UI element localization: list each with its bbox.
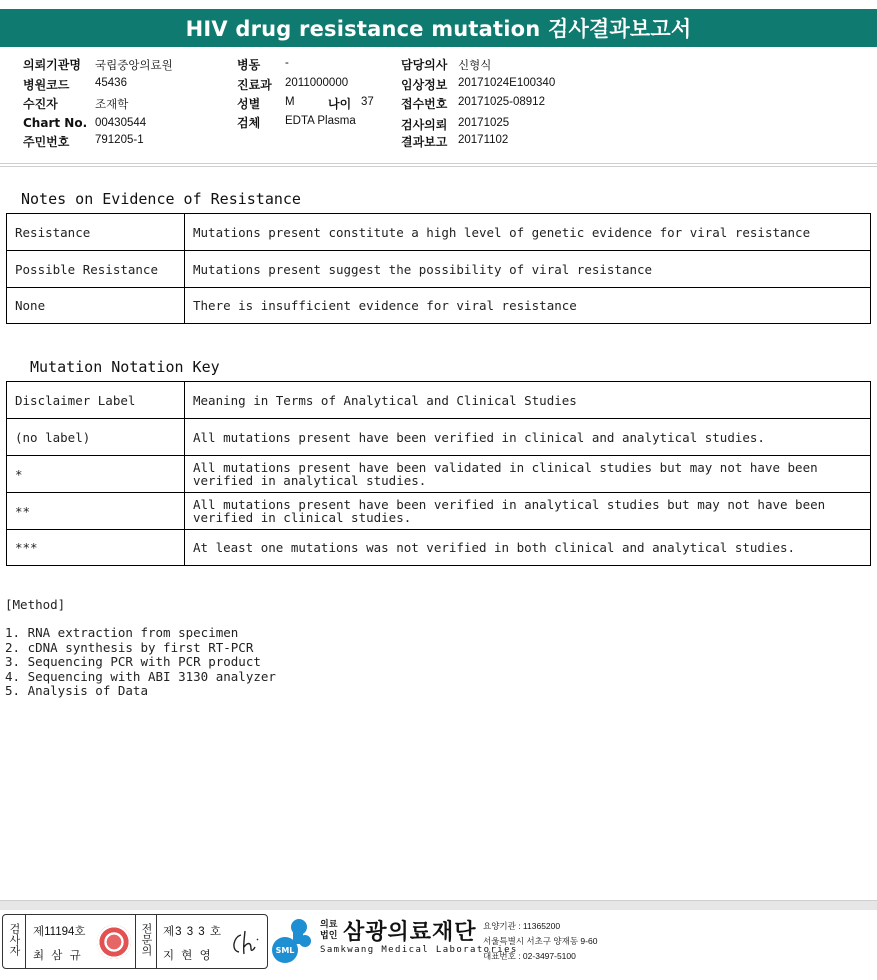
- dept-value: 2011000000: [285, 77, 349, 89]
- table-row: [7, 419, 871, 456]
- evidence-desc-cell: Mutations present suggest the possibility of viral resistance: [185, 251, 871, 288]
- org-english-name: Samkwang Medical Laboratories: [320, 945, 518, 955]
- method-list: [5, 626, 276, 699]
- org-phone: 대표번호 : 02-3497-5100: [483, 951, 576, 961]
- notation-label-cell: **: [7, 493, 185, 530]
- id-label: 주민번호: [23, 135, 70, 149]
- org-address: 서울특별시 서초구 양재동 9-60: [483, 936, 598, 946]
- evidence-label-cell: Possible Resistance: [7, 251, 185, 288]
- request-label: 검사의뢰: [401, 118, 448, 132]
- report-title: HIV drug resistance mutation 검사결과보고서: [185, 17, 692, 41]
- report-label: 결과보고: [401, 135, 448, 149]
- clinical-label: 임상정보: [401, 78, 448, 92]
- notation-label-cell: Disclaimer Label: [7, 382, 185, 419]
- sex-label: 성별: [237, 97, 261, 111]
- logo-text: SML: [275, 946, 295, 955]
- sex-value: M: [285, 96, 295, 108]
- notation-desc-cell: All mutations present have been verified in clinical and analytical studies.: [185, 419, 871, 456]
- clinical-value: 20171024E100340: [458, 77, 556, 89]
- org-name: 삼광의료재단: [343, 920, 477, 945]
- notation-desc-cell: At least one mutations was not verified in both clinical and analytical studies.: [185, 530, 871, 566]
- signature-icon: [227, 927, 263, 959]
- doctor-value: 신형식: [458, 60, 492, 72]
- info-divider: [0, 163, 877, 164]
- method-step: 3. Sequencing PCR with PCR product: [5, 654, 261, 669]
- age-label: 나이: [328, 97, 352, 111]
- evidence-desc-cell: There is insufficient evidence for viral resistance: [185, 288, 871, 324]
- patient-label: 수진자: [23, 97, 58, 111]
- sml-logo-icon: [271, 916, 317, 966]
- report-value: 20171102: [458, 134, 509, 146]
- org-code: 요양기관 : 11365200: [483, 921, 561, 931]
- examiner-name: 최 삼 규: [33, 950, 83, 962]
- table-row: [7, 493, 871, 530]
- report-title-bar: [0, 9, 877, 47]
- method-step: 2. cDNA synthesis by first RT-PCR: [5, 639, 254, 655]
- method-step: 1. RNA extraction from specimen: [5, 625, 239, 640]
- method-step: 4. Sequencing with ABI 3130 analyzer: [5, 668, 276, 684]
- notation-desc-cell: All mutations present have been verified in analytical studies but may not have been verified in clinical studies.: [185, 493, 871, 530]
- code-label: 병원코드: [23, 78, 70, 92]
- divider: [25, 915, 26, 968]
- doctor-label: 담당의사: [401, 58, 448, 72]
- specialist-label: 전문의: [140, 923, 153, 956]
- notation-section-title: Mutation Notation Key: [30, 358, 220, 376]
- request-value: 20171025: [458, 117, 510, 129]
- receipt-value: 20171025-08912: [458, 96, 545, 108]
- divider: [135, 915, 136, 968]
- table-row: [7, 382, 871, 419]
- notation-desc-cell: All mutations present have been validated in clinical studies but may not have been verified in analytical studies.: [185, 456, 871, 493]
- notation-label-cell: (no label): [7, 419, 185, 456]
- ward-value: -: [285, 57, 289, 69]
- receipt-label: 접수번호: [401, 97, 448, 111]
- table-row: [7, 214, 871, 251]
- table-row: [7, 288, 871, 324]
- patient-value: 조재학: [95, 99, 129, 111]
- dept-label: 진료과: [237, 78, 272, 92]
- evidence-section-title: Notes on Evidence of Resistance: [21, 190, 301, 208]
- divider: [156, 915, 157, 968]
- chart-value: 00430544: [95, 117, 147, 129]
- inst-value: 국립중앙의료원: [95, 60, 173, 72]
- specialist-license-no: 제3 3 3 호: [163, 926, 222, 938]
- table-row: [7, 530, 871, 566]
- notation-label-cell: ***: [7, 530, 185, 566]
- examiner-label: 검사자: [8, 923, 21, 956]
- method-title: [Method]: [5, 597, 66, 612]
- inst-label: 의뢰기관명: [23, 58, 81, 72]
- table-row: [7, 251, 871, 288]
- info-divider-lower: [0, 166, 877, 167]
- org-type-label: 의료 법인: [320, 920, 338, 941]
- evidence-label-cell: None: [7, 288, 185, 324]
- ward-label: 병동: [237, 58, 261, 72]
- evidence-label-cell: Resistance: [7, 214, 185, 251]
- notation-table: [6, 381, 871, 566]
- evidence-desc-cell: Mutations present constitute a high level of genetic evidence for viral resistance: [185, 214, 871, 251]
- age-value: 37: [361, 96, 374, 108]
- examiner-seal: [97, 925, 131, 959]
- chart-label: Chart No.: [23, 116, 88, 130]
- method-step: 5. Analysis of Data: [5, 683, 148, 698]
- table-row: [7, 456, 871, 493]
- patient-info-block: [0, 56, 877, 156]
- code-value: 45436: [95, 77, 127, 89]
- signature-box: [2, 914, 268, 969]
- specialist-name: 지 현 영: [163, 950, 213, 962]
- footer-divider: [0, 900, 877, 910]
- specimen-value: EDTA Plasma: [285, 115, 356, 127]
- specimen-label: 검체: [237, 116, 261, 130]
- notation-desc-cell: Meaning in Terms of Analytical and Clinical Studies: [185, 382, 871, 419]
- examiner-license-no: 제11194호: [33, 926, 86, 938]
- evidence-table: [6, 213, 871, 324]
- id-value: 791205-1: [95, 134, 144, 146]
- notation-label-cell: *: [7, 456, 185, 493]
